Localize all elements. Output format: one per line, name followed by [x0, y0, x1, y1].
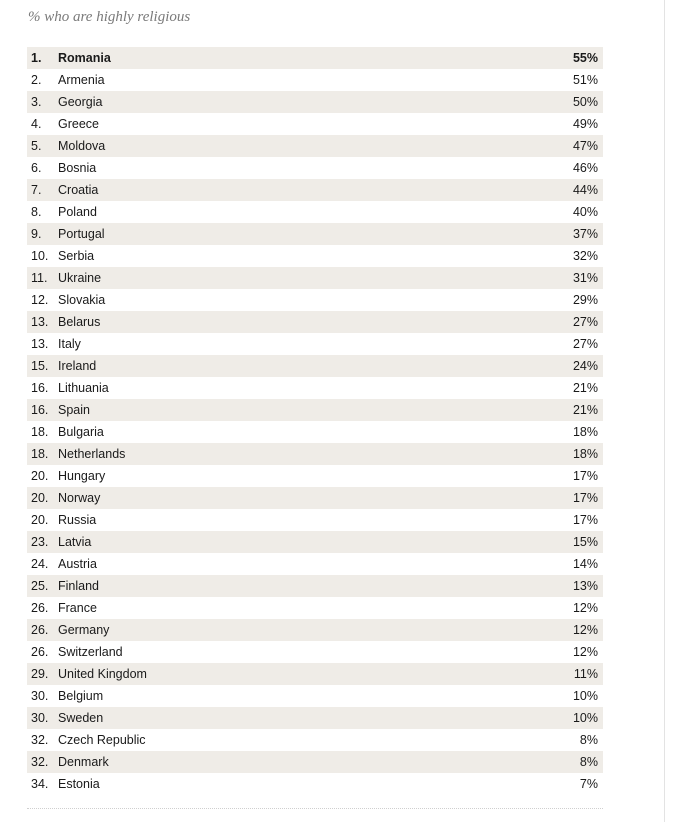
rank-cell: 18. [31, 425, 49, 439]
table-row [27, 47, 603, 69]
rank-cell: 5. [31, 139, 42, 153]
country-cell: Portugal [58, 227, 105, 241]
rank-cell: 8. [31, 205, 42, 219]
country-cell: Russia [58, 513, 97, 527]
table-row [27, 553, 603, 575]
table-bottom-rule [27, 808, 603, 809]
country-cell: Poland [58, 205, 97, 219]
table-row [27, 289, 603, 311]
table-row [27, 641, 603, 663]
country-cell: Netherlands [58, 447, 126, 461]
percent-cell: 49% [572, 117, 598, 131]
percent-cell: 12% [572, 601, 598, 615]
table-row [27, 69, 603, 91]
table-row [27, 245, 603, 267]
country-cell: Norway [58, 491, 101, 505]
rank-cell: 4. [31, 117, 42, 131]
country-cell: Denmark [58, 755, 109, 769]
percent-cell: 8% [579, 733, 598, 747]
percent-cell: 17% [572, 469, 598, 483]
table-row [27, 531, 603, 553]
table-row [27, 113, 603, 135]
country-cell: Serbia [58, 249, 95, 263]
country-cell: Latvia [58, 535, 92, 549]
rank-cell: 9. [31, 227, 42, 241]
rank-cell: 20. [31, 469, 49, 483]
rank-cell: 16. [31, 403, 49, 417]
country-cell: Finland [58, 579, 99, 593]
rank-cell: 26. [31, 623, 49, 637]
rank-cell: 24. [31, 557, 49, 571]
rank-cell: 12. [31, 293, 49, 307]
table-row [27, 333, 603, 355]
percent-cell: 32% [572, 249, 598, 263]
table-row [27, 729, 603, 751]
rank-cell: 1. [31, 51, 42, 65]
country-cell: Armenia [58, 73, 105, 87]
country-cell: Ireland [58, 359, 97, 373]
right-divider [664, 0, 665, 822]
percent-cell: 17% [572, 513, 598, 527]
percent-cell: 18% [572, 447, 598, 461]
country-cell: Bulgaria [58, 425, 104, 439]
rank-cell: 32. [31, 733, 49, 747]
table-row [27, 663, 603, 685]
table-row [27, 399, 603, 421]
percent-cell: 47% [572, 139, 598, 153]
country-cell: Italy [58, 337, 81, 351]
percent-cell: 10% [572, 711, 598, 725]
table-row [27, 201, 603, 223]
rank-cell: 7. [31, 183, 42, 197]
rank-cell: 10. [31, 249, 49, 263]
percent-cell: 46% [572, 161, 598, 175]
rank-cell: 32. [31, 755, 49, 769]
percent-cell: 18% [572, 425, 598, 439]
percent-cell: 55% [572, 51, 598, 65]
percent-cell: 10% [572, 689, 598, 703]
percent-cell: 12% [572, 645, 598, 659]
table-row [27, 377, 603, 399]
table-row [27, 135, 603, 157]
percent-cell: 21% [572, 403, 598, 417]
rank-cell: 11. [31, 271, 48, 285]
table-row [27, 597, 603, 619]
country-cell: Greece [58, 117, 99, 131]
table-row [27, 685, 603, 707]
table-row [27, 575, 603, 597]
table-row [27, 223, 603, 245]
percent-cell: 8% [579, 755, 598, 769]
percent-cell: 15% [572, 535, 598, 549]
country-cell: Romania [58, 51, 111, 65]
percent-cell: 29% [572, 293, 598, 307]
rank-cell: 6. [31, 161, 42, 175]
table-row [27, 179, 603, 201]
country-cell: Ukraine [58, 271, 102, 285]
rank-cell: 26. [31, 601, 49, 615]
country-cell: Bosnia [58, 161, 97, 175]
percent-cell: 51% [572, 73, 598, 87]
percent-cell: 14% [572, 557, 598, 571]
percent-cell: 13% [572, 579, 598, 593]
rank-cell: 15. [31, 359, 49, 373]
country-cell: Sweden [58, 711, 104, 725]
percent-cell: 17% [572, 491, 598, 505]
percent-cell: 31% [572, 271, 598, 285]
country-cell: Estonia [58, 777, 100, 791]
rank-cell: 20. [31, 491, 49, 505]
table-row [27, 751, 603, 773]
rank-cell: 13. [31, 337, 49, 351]
table-row [27, 355, 603, 377]
table-row [27, 91, 603, 113]
country-cell: Moldova [58, 139, 106, 153]
country-cell: Lithuania [58, 381, 109, 395]
ranking-table [27, 47, 603, 795]
table-row [27, 421, 603, 443]
rank-cell: 29. [31, 667, 49, 681]
country-cell: Austria [58, 557, 97, 571]
country-cell: Slovakia [58, 293, 106, 307]
rank-cell: 34. [31, 777, 49, 791]
rank-cell: 23. [31, 535, 49, 549]
country-cell: Czech Republic [58, 733, 146, 747]
table-subtitle: % who are highly religious [28, 9, 191, 25]
country-cell: Germany [58, 623, 110, 637]
table-row [27, 157, 603, 179]
rank-cell: 3. [31, 95, 42, 109]
percent-cell: 40% [572, 205, 598, 219]
table-row [27, 311, 603, 333]
rank-cell: 18. [31, 447, 49, 461]
percent-cell: 24% [572, 359, 598, 373]
country-cell: Spain [58, 403, 90, 417]
rank-cell: 16. [31, 381, 49, 395]
table-row [27, 619, 603, 641]
percent-cell: 37% [572, 227, 598, 241]
table-row [27, 509, 603, 531]
country-cell: Switzerland [58, 645, 123, 659]
country-cell: Belarus [58, 315, 101, 329]
rank-cell: 30. [31, 711, 49, 725]
percent-cell: 21% [572, 381, 598, 395]
rank-cell: 2. [31, 73, 42, 87]
country-cell: Hungary [58, 469, 106, 483]
percent-cell: 44% [572, 183, 598, 197]
country-cell: United Kingdom [58, 667, 147, 681]
table-row [27, 773, 603, 795]
percent-cell: 7% [579, 777, 598, 791]
rank-cell: 26. [31, 645, 49, 659]
table-row [27, 487, 603, 509]
table-row [27, 267, 603, 289]
country-cell: Georgia [58, 95, 103, 109]
table-row [27, 465, 603, 487]
country-cell: France [58, 601, 97, 615]
table-row [27, 443, 603, 465]
rank-cell: 20. [31, 513, 49, 527]
country-cell: Croatia [58, 183, 99, 197]
rank-cell: 25. [31, 579, 49, 593]
rank-cell: 30. [31, 689, 49, 703]
country-cell: Belgium [58, 689, 104, 703]
table-row [27, 707, 603, 729]
percent-cell: 27% [572, 315, 598, 329]
percent-cell: 27% [572, 337, 598, 351]
percent-cell: 12% [572, 623, 598, 637]
percent-cell: 11% [573, 667, 598, 681]
percent-cell: 50% [572, 95, 598, 109]
rank-cell: 13. [31, 315, 49, 329]
